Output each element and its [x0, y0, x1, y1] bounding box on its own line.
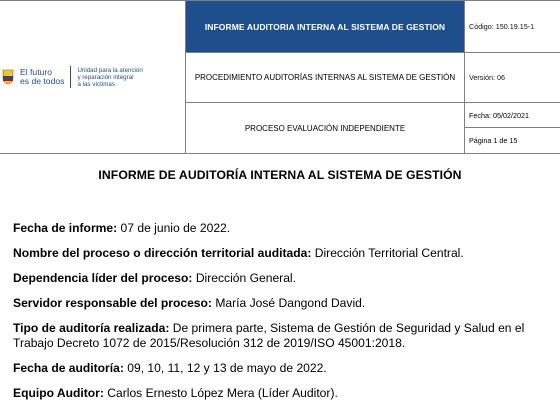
- report-title-cell: INFORME AUDITORIA INTERNA AL SISTEMA DE GESTION: [186, 1, 465, 53]
- date-label: Fecha: 05/02/2021: [465, 103, 560, 128]
- field-value: Dirección Territorial Central.: [311, 246, 464, 260]
- field-label: Tipo de auditoría realizada:: [13, 321, 170, 335]
- field-audit-type: [13, 321, 553, 351]
- field-label: Servidor responsable del proceso:: [13, 296, 212, 310]
- field-label: Equipo Auditor:: [13, 386, 104, 400]
- field-value: De primera parte, Sistema de Gestión de Seguridad y Salud en el Trabajo Decreto 1072 de 2015/Resolución 312 de 2019/ISO 45001:2018.: [13, 321, 525, 350]
- entity-text: [77, 67, 142, 88]
- field-responsible-officer: [13, 296, 553, 311]
- document-header-table: [0, 0, 560, 154]
- entity-line-1: Unidad para la atención: [77, 66, 143, 74]
- procedure-cell: PROCEDIMIENTO AUDITORÍAS INTERNAS AL SISTEMA DE GESTIÓN: [186, 53, 465, 103]
- version-cell: Versión: 06: [465, 53, 560, 103]
- date-page-cell: [465, 103, 560, 154]
- field-value: Dirección General.: [192, 271, 296, 285]
- code-cell: Código: 150.19.15-1: [465, 1, 560, 53]
- process-cell: PROCESO EVALUACIÓN INDEPENDIENTE: [186, 103, 465, 154]
- entity-line-2: y reparación integral: [77, 73, 134, 81]
- institution-logo: [0, 1, 185, 153]
- field-audit-team: [13, 386, 553, 401]
- page-label: Página 1 de 15: [469, 136, 518, 145]
- colombia-coat-of-arms-icon: [2, 69, 14, 85]
- logo-divider: [70, 66, 71, 88]
- field-audit-dates: [13, 361, 553, 376]
- field-value: Carlos Ernesto López Mera (Líder Auditor).: [103, 386, 338, 400]
- field-value: 07 de junio de 2022.: [117, 221, 231, 235]
- field-value: 09, 10, 11, 12 y 13 de mayo de 2022.: [123, 361, 327, 375]
- logo-cell: [0, 1, 186, 154]
- field-label: Dependencia líder del proceso:: [13, 271, 193, 285]
- document-title: INFORME DE AUDITORÍA INTERNA AL SISTEMA DE GESTIÓN: [98, 168, 462, 182]
- brand-line-2: es de todos: [20, 76, 65, 86]
- entity-line-3: a las víctimas: [77, 80, 115, 88]
- field-value: María José Dangond David.: [211, 296, 366, 310]
- field-label: Nombre del proceso o dirección territorial auditada:: [13, 246, 312, 260]
- field-lead-dependency: [13, 271, 553, 286]
- field-process-name: [13, 246, 553, 261]
- field-label: Fecha de informe:: [13, 221, 118, 235]
- brand-line-1: El futuro: [20, 67, 53, 77]
- brand-text: [20, 68, 64, 86]
- field-report-date: [13, 221, 553, 236]
- field-label: Fecha de auditoría:: [13, 361, 124, 375]
